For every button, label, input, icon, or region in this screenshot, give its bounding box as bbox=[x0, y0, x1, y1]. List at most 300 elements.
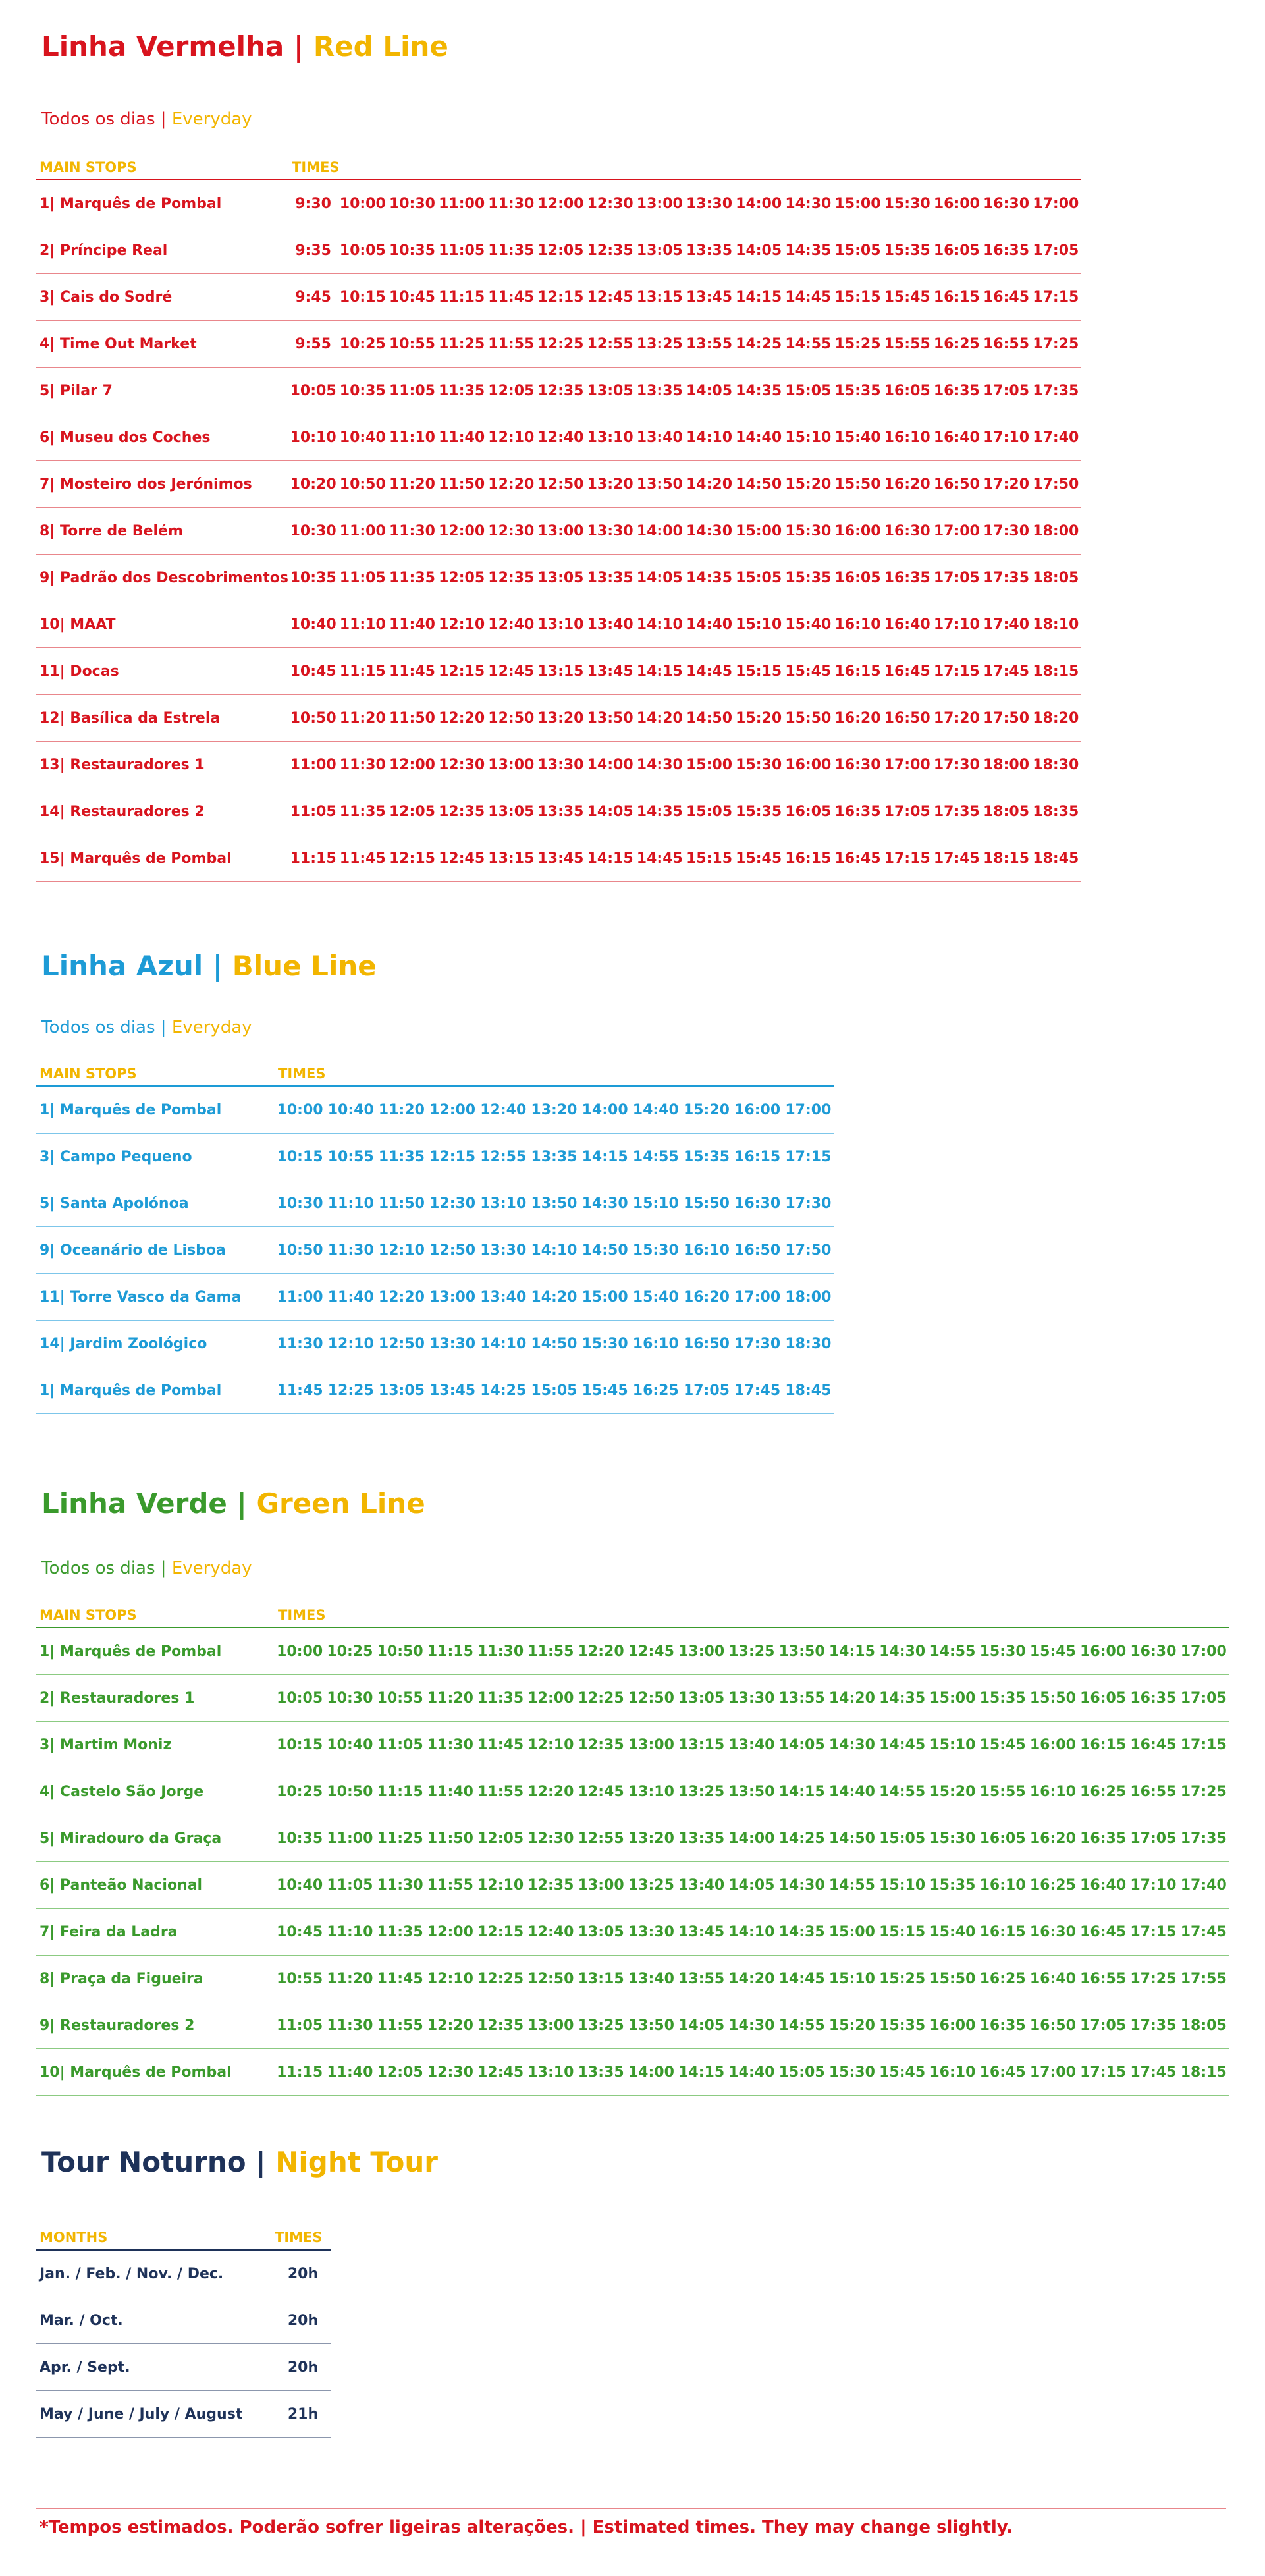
departure-time: 15:10 bbox=[929, 1736, 976, 1753]
departure-time: 14:30 bbox=[785, 195, 832, 212]
departure-time: 14:30 bbox=[686, 522, 732, 539]
departure-time: 13:20 bbox=[628, 1830, 674, 1847]
green-line-title-pt: Linha Verde bbox=[41, 1487, 227, 1520]
departure-time: 13:55 bbox=[778, 1689, 825, 1707]
departure-time: 15:45 bbox=[1029, 1643, 1076, 1660]
departure-time: 16:55 bbox=[983, 335, 1030, 352]
departure-time: 11:55 bbox=[488, 335, 535, 352]
departure-time: 10:45 bbox=[389, 288, 435, 306]
departure-time: 16:50 bbox=[884, 709, 930, 726]
departure-time: 12:30 bbox=[488, 522, 535, 539]
departure-time: 16:20 bbox=[1029, 1830, 1076, 1847]
departure-time: 15:35 bbox=[834, 382, 881, 399]
departure-time: 11:15 bbox=[377, 1783, 423, 1800]
table-row bbox=[36, 227, 1081, 274]
table-header-row bbox=[36, 2228, 331, 2250]
departure-time: 15:45 bbox=[879, 2064, 926, 2081]
departure-time: 12:00 bbox=[527, 1689, 574, 1707]
departure-time: 15:05 bbox=[686, 803, 732, 820]
table-row bbox=[36, 1815, 1229, 1862]
departure-time: 16:25 bbox=[1080, 1783, 1127, 1800]
departure-time: 17:50 bbox=[785, 1242, 832, 1259]
departure-time: 12:55 bbox=[587, 335, 633, 352]
departure-time: 11:55 bbox=[527, 1643, 574, 1660]
departure-time: 15:45 bbox=[736, 850, 782, 867]
departure-time: 17:00 bbox=[785, 1101, 832, 1118]
departure-time: 11:25 bbox=[439, 335, 485, 352]
departure-time: 14:10 bbox=[728, 1923, 775, 1940]
departure-time: 17:45 bbox=[1180, 1923, 1227, 1940]
departure-time: 14:25 bbox=[778, 1830, 825, 1847]
departure-time: 9:30 bbox=[295, 195, 331, 212]
departure-time: 12:45 bbox=[477, 2064, 524, 2081]
departure-time: 11:20 bbox=[389, 476, 435, 493]
departure-time: 15:00 bbox=[686, 756, 732, 773]
stop-name: 14| Jardim Zoológico bbox=[40, 1335, 207, 1352]
departure-time: 12:50 bbox=[628, 1689, 674, 1707]
departure-time: 12:45 bbox=[488, 663, 535, 680]
departure-time: 12:10 bbox=[488, 429, 535, 446]
departure-time: 12:10 bbox=[378, 1242, 425, 1259]
departure-time: 14:35 bbox=[636, 803, 683, 820]
departure-time: 10:50 bbox=[277, 1242, 323, 1259]
departure-time: 17:05 bbox=[983, 382, 1030, 399]
table-row bbox=[36, 835, 1081, 882]
departure-time: 11:00 bbox=[327, 1830, 373, 1847]
departure-time: 16:25 bbox=[979, 1970, 1026, 1987]
departure-time: 10:35 bbox=[277, 1830, 323, 1847]
stop-name: 2| Príncipe Real bbox=[40, 242, 168, 259]
departure-time: 13:35 bbox=[636, 382, 683, 399]
departure-time: 11:35 bbox=[439, 382, 485, 399]
stop-name: 10| Marquês de Pombal bbox=[40, 2064, 232, 2081]
departure-time: 17:45 bbox=[1130, 2064, 1177, 2081]
departure-time: 13:00 bbox=[537, 522, 584, 539]
departure-time: 15:00 bbox=[834, 195, 881, 212]
departure-time: 16:35 bbox=[834, 803, 881, 820]
departure-time: 12:40 bbox=[537, 429, 584, 446]
departure-time: 11:15 bbox=[427, 1643, 473, 1660]
departure-time: 16:35 bbox=[884, 569, 930, 586]
departure-time: 14:10 bbox=[480, 1335, 527, 1352]
departure-time: 13:45 bbox=[678, 1923, 725, 1940]
departure-time: 13:50 bbox=[778, 1643, 825, 1660]
table-row bbox=[36, 1628, 1229, 1675]
departure-time: 14:00 bbox=[628, 2064, 674, 2081]
departure-time: 11:20 bbox=[339, 709, 386, 726]
departure-time: 12:10 bbox=[477, 1877, 524, 1894]
table-row bbox=[36, 2344, 331, 2391]
departure-time: 12:40 bbox=[527, 1923, 574, 1940]
departure-time: 13:30 bbox=[686, 195, 732, 212]
departure-time: 10:20 bbox=[290, 476, 336, 493]
table-row bbox=[36, 2297, 331, 2344]
departure-time: 12:05 bbox=[537, 242, 584, 259]
departure-time: 12:30 bbox=[527, 1830, 574, 1847]
departure-time: 12:35 bbox=[477, 2017, 524, 2034]
departure-time: 14:40 bbox=[728, 2064, 775, 2081]
departure-time: 17:40 bbox=[983, 616, 1030, 633]
departure-time: 11:25 bbox=[377, 1830, 423, 1847]
night-tour-title-pt: Tour Noturno bbox=[41, 2146, 246, 2178]
departure-time: 14:05 bbox=[678, 2017, 725, 2034]
departure-time: 15:40 bbox=[632, 1288, 679, 1305]
departure-time: 15:10 bbox=[828, 1970, 875, 1987]
stop-name: 3| Cais do Sodré bbox=[40, 288, 173, 306]
departure-time: 11:50 bbox=[427, 1830, 473, 1847]
departure-time: 16:55 bbox=[1130, 1783, 1177, 1800]
departure-time: 11:45 bbox=[488, 288, 535, 306]
departure-time: 16:25 bbox=[1029, 1877, 1076, 1894]
departure-time: 11:30 bbox=[277, 1335, 323, 1352]
departure-time: 12:45 bbox=[628, 1643, 674, 1660]
table-row bbox=[36, 555, 1081, 601]
departure-time: 17:30 bbox=[983, 522, 1030, 539]
departure-time: 15:50 bbox=[683, 1195, 730, 1212]
departure-time: 17:05 bbox=[1180, 1689, 1227, 1707]
departure-time: 16:50 bbox=[1029, 2017, 1076, 2034]
departure-time: 9:35 bbox=[295, 242, 331, 259]
departure-time: 14:00 bbox=[587, 756, 633, 773]
departure-time: 13:00 bbox=[636, 195, 683, 212]
table-header-row bbox=[36, 1064, 834, 1086]
departure-time: 13:20 bbox=[531, 1101, 578, 1118]
main-stops-header: MAIN STOPS bbox=[40, 159, 137, 175]
departure-time: 11:35 bbox=[378, 1148, 425, 1165]
departure-time: 17:05 bbox=[1080, 2017, 1127, 2034]
stop-name: 6| Museu dos Coches bbox=[40, 429, 211, 446]
departure-time: 11:15 bbox=[339, 663, 386, 680]
departure-time: 15:10 bbox=[879, 1877, 926, 1894]
departure-time: 11:50 bbox=[378, 1195, 425, 1212]
departure-time: 13:00 bbox=[429, 1288, 476, 1305]
departure-time: 10:00 bbox=[339, 195, 386, 212]
departure-time: 17:30 bbox=[933, 756, 980, 773]
departure-time: 14:20 bbox=[686, 476, 732, 493]
departure-time: 17:55 bbox=[1180, 1970, 1227, 1987]
departure-time: 16:25 bbox=[632, 1382, 679, 1399]
departure-time: 12:10 bbox=[427, 1970, 473, 1987]
departure-time: 10:55 bbox=[327, 1148, 374, 1165]
departure-time: 10:50 bbox=[377, 1643, 423, 1660]
stop-name: 1| Marquês de Pombal bbox=[40, 1101, 222, 1118]
departure-time: 13:15 bbox=[578, 1970, 624, 1987]
main-stops-header: MAIN STOPS bbox=[40, 1607, 137, 1623]
departure-time: 11:20 bbox=[378, 1101, 425, 1118]
departure-time: 16:15 bbox=[834, 663, 881, 680]
departure-time: 11:05 bbox=[389, 382, 435, 399]
red-line-subtitle-en: Everyday bbox=[171, 109, 252, 129]
table-row bbox=[36, 742, 1081, 788]
departure-time: 18:20 bbox=[1033, 709, 1079, 726]
departure-time: 11:30 bbox=[477, 1643, 524, 1660]
departure-time: 10:30 bbox=[290, 522, 336, 539]
departure-time: 17:25 bbox=[1180, 1783, 1227, 1800]
departure-time: 16:45 bbox=[983, 288, 1030, 306]
departure-time: 11:05 bbox=[327, 1877, 373, 1894]
stop-name: 13| Restauradores 1 bbox=[40, 756, 205, 773]
footnote: *Tempos estimados. Poderão sofrer ligeiras alterações. | Estimated times. They may change slightly. bbox=[40, 2517, 1013, 2537]
departure-time: 11:30 bbox=[427, 1736, 473, 1753]
times-header: TIMES bbox=[292, 159, 340, 175]
departure-time: 17:20 bbox=[983, 476, 1030, 493]
departure-time: 14:00 bbox=[736, 195, 782, 212]
departure-time: 16:10 bbox=[1029, 1783, 1076, 1800]
departure-time: 17:35 bbox=[1130, 2017, 1177, 2034]
departure-time: 17:15 bbox=[933, 663, 980, 680]
departure-time: 13:20 bbox=[537, 709, 584, 726]
table-row bbox=[36, 1180, 834, 1227]
departure-time: 12:20 bbox=[488, 476, 535, 493]
departure-time: 16:40 bbox=[1080, 1877, 1127, 1894]
departure-time: 16:40 bbox=[1029, 1970, 1076, 1987]
departure-time: 15:30 bbox=[785, 522, 832, 539]
departure-time: 17:35 bbox=[1180, 1830, 1227, 1847]
departure-time: 14:45 bbox=[686, 663, 732, 680]
departure-time: 13:35 bbox=[578, 2064, 624, 2081]
departure-time: 14:30 bbox=[581, 1195, 628, 1212]
departure-time: 15:20 bbox=[736, 709, 782, 726]
departure-time: 13:10 bbox=[587, 429, 633, 446]
table-row bbox=[36, 1909, 1229, 1956]
departure-time: 10:35 bbox=[290, 569, 336, 586]
departure-time: 14:35 bbox=[686, 569, 732, 586]
departure-time: 10:25 bbox=[277, 1783, 323, 1800]
departure-time: 16:15 bbox=[734, 1148, 781, 1165]
table-row bbox=[36, 1134, 834, 1180]
departure-time: 12:55 bbox=[578, 1830, 624, 1847]
departure-time: 10:15 bbox=[277, 1148, 323, 1165]
departure-time: 17:05 bbox=[683, 1382, 730, 1399]
departure-time: 15:35 bbox=[785, 569, 832, 586]
green-line-title-en: Green Line bbox=[256, 1487, 425, 1520]
departure-time: 12:00 bbox=[427, 1923, 473, 1940]
table-row bbox=[36, 1367, 834, 1414]
departure-time: 10:15 bbox=[339, 288, 386, 306]
departure-time: 13:40 bbox=[728, 1736, 775, 1753]
departure-time: 12:00 bbox=[537, 195, 584, 212]
departure-time: 16:35 bbox=[1080, 1830, 1127, 1847]
departure-time: 17:10 bbox=[1130, 1877, 1177, 1894]
departure-time: 11:50 bbox=[389, 709, 435, 726]
main-stops-header: MAIN STOPS bbox=[40, 1066, 137, 1082]
departure-time: 13:45 bbox=[587, 663, 633, 680]
departure-time: 14:30 bbox=[879, 1643, 926, 1660]
departure-time: 12:50 bbox=[378, 1335, 425, 1352]
departure-time: 11:00 bbox=[277, 1288, 323, 1305]
departure-time: 12:20 bbox=[527, 1783, 574, 1800]
departure-time: 10:50 bbox=[290, 709, 336, 726]
departure-time: 11:30 bbox=[389, 522, 435, 539]
departure-time: 13:25 bbox=[636, 335, 683, 352]
departure-time: 10:50 bbox=[327, 1783, 373, 1800]
departure-time: 14:15 bbox=[636, 663, 683, 680]
departure-time: 16:20 bbox=[884, 476, 930, 493]
departure-time: 14:15 bbox=[828, 1643, 875, 1660]
departure-time: 12:30 bbox=[429, 1195, 476, 1212]
departure-time: 11:40 bbox=[327, 1288, 374, 1305]
departure-time: 11:20 bbox=[427, 1689, 473, 1707]
stop-name: 12| Basílica da Estrela bbox=[40, 709, 221, 726]
departure-time: 13:50 bbox=[531, 1195, 578, 1212]
blue-line-title bbox=[41, 950, 377, 982]
departure-time: 13:55 bbox=[678, 1970, 725, 1987]
departure-time: 12:15 bbox=[477, 1923, 524, 1940]
departure-time: 17:15 bbox=[1180, 1736, 1227, 1753]
stop-name: 1| Marquês de Pombal bbox=[40, 1643, 222, 1660]
departure-time: 16:05 bbox=[933, 242, 980, 259]
departure-time: 12:45 bbox=[578, 1783, 624, 1800]
table-row bbox=[36, 1321, 834, 1367]
months-cell: Apr. / Sept. bbox=[40, 2359, 130, 2376]
departure-time: 11:30 bbox=[377, 1877, 423, 1894]
departure-time: 13:10 bbox=[527, 2064, 574, 2081]
departure-time: 14:35 bbox=[785, 242, 832, 259]
stop-name: 1| Marquês de Pombal bbox=[40, 195, 222, 212]
departure-time: 13:40 bbox=[678, 1877, 725, 1894]
departure-time: 10:45 bbox=[277, 1923, 323, 1940]
departure-time: 15:50 bbox=[785, 709, 832, 726]
title-separator: | bbox=[256, 2146, 266, 2178]
table-row bbox=[36, 2049, 1229, 2096]
tour-time: 20h bbox=[287, 2265, 319, 2282]
departure-time: 15:40 bbox=[785, 616, 832, 633]
departure-time: 12:10 bbox=[439, 616, 485, 633]
departure-time: 18:35 bbox=[1033, 803, 1079, 820]
departure-time: 11:45 bbox=[377, 1970, 423, 1987]
departure-time: 11:40 bbox=[327, 2064, 373, 2081]
red-line-title-en: Red Line bbox=[313, 30, 448, 63]
departure-time: 17:10 bbox=[983, 429, 1030, 446]
departure-time: 14:50 bbox=[736, 476, 782, 493]
departure-time: 17:10 bbox=[933, 616, 980, 633]
departure-time: 16:20 bbox=[683, 1288, 730, 1305]
departure-time: 15:05 bbox=[778, 2064, 825, 2081]
departure-time: 16:00 bbox=[785, 756, 832, 773]
departure-time: 13:25 bbox=[678, 1783, 725, 1800]
departure-time: 17:40 bbox=[1033, 429, 1079, 446]
departure-time: 15:05 bbox=[879, 1830, 926, 1847]
departure-time: 15:10 bbox=[785, 429, 832, 446]
departure-time: 11:40 bbox=[389, 616, 435, 633]
departure-time: 17:20 bbox=[933, 709, 980, 726]
departure-time: 16:30 bbox=[834, 756, 881, 773]
departure-time: 12:05 bbox=[439, 569, 485, 586]
departure-time: 13:00 bbox=[628, 1736, 674, 1753]
departure-time: 12:50 bbox=[537, 476, 584, 493]
departure-time: 13:00 bbox=[527, 2017, 574, 2034]
departure-time: 17:45 bbox=[933, 850, 980, 867]
months-header: MONTHS bbox=[40, 2230, 108, 2245]
departure-time: 18:45 bbox=[1033, 850, 1079, 867]
departure-time: 12:35 bbox=[488, 569, 535, 586]
departure-time: 14:25 bbox=[480, 1382, 527, 1399]
departure-time: 14:30 bbox=[728, 2017, 775, 2034]
departure-time: 14:15 bbox=[587, 850, 633, 867]
blue-line-subtitle bbox=[41, 1018, 252, 1037]
departure-time: 13:20 bbox=[587, 476, 633, 493]
departure-time: 15:30 bbox=[884, 195, 930, 212]
months-cell: May / June / July / August bbox=[40, 2405, 243, 2423]
departure-time: 18:00 bbox=[983, 756, 1030, 773]
stop-name: 5| Miradouro da Graça bbox=[40, 1830, 222, 1847]
departure-time: 17:00 bbox=[933, 522, 980, 539]
departure-time: 14:15 bbox=[778, 1783, 825, 1800]
departure-time: 15:00 bbox=[581, 1288, 628, 1305]
departure-time: 18:05 bbox=[1033, 569, 1079, 586]
departure-time: 17:50 bbox=[1033, 476, 1079, 493]
departure-time: 16:05 bbox=[785, 803, 832, 820]
night-tour-timetable bbox=[36, 2228, 331, 2438]
departure-time: 14:40 bbox=[828, 1783, 875, 1800]
footnote-divider bbox=[36, 2508, 1226, 2509]
departure-time: 13:05 bbox=[678, 1689, 725, 1707]
departure-time: 14:20 bbox=[531, 1288, 578, 1305]
departure-time: 14:45 bbox=[879, 1736, 926, 1753]
stop-name: 9| Padrão dos Descobrimentos bbox=[40, 569, 289, 586]
departure-time: 13:05 bbox=[537, 569, 584, 586]
departure-time: 15:30 bbox=[736, 756, 782, 773]
departure-time: 17:05 bbox=[1033, 242, 1079, 259]
departure-time: 11:45 bbox=[389, 663, 435, 680]
departure-time: 17:40 bbox=[1180, 1877, 1227, 1894]
departure-time: 10:00 bbox=[277, 1643, 323, 1660]
departure-time: 13:15 bbox=[678, 1736, 725, 1753]
departure-time: 12:00 bbox=[429, 1101, 476, 1118]
departure-time: 14:55 bbox=[778, 2017, 825, 2034]
departure-time: 12:45 bbox=[587, 288, 633, 306]
departure-time: 17:15 bbox=[1130, 1923, 1177, 1940]
blue-line-title-pt: Linha Azul bbox=[41, 950, 203, 982]
departure-time: 18:30 bbox=[1033, 756, 1079, 773]
departure-time: 18:05 bbox=[983, 803, 1030, 820]
departure-time: 13:15 bbox=[488, 850, 535, 867]
table-row bbox=[36, 1956, 1229, 2002]
green-line-subtitle bbox=[41, 1558, 252, 1578]
departure-time: 11:00 bbox=[439, 195, 485, 212]
stop-name: 11| Docas bbox=[40, 663, 119, 680]
departure-time: 11:40 bbox=[439, 429, 485, 446]
departure-time: 10:30 bbox=[327, 1689, 373, 1707]
departure-time: 16:00 bbox=[1029, 1736, 1076, 1753]
departure-time: 14:55 bbox=[632, 1148, 679, 1165]
departure-time: 11:10 bbox=[389, 429, 435, 446]
departure-time: 14:05 bbox=[587, 803, 633, 820]
departure-time: 15:45 bbox=[785, 663, 832, 680]
months-cell: Mar. / Oct. bbox=[40, 2312, 123, 2329]
departure-time: 12:05 bbox=[377, 2064, 423, 2081]
departure-time: 12:35 bbox=[439, 803, 485, 820]
stop-name: 4| Castelo São Jorge bbox=[40, 1783, 204, 1800]
departure-time: 11:30 bbox=[327, 2017, 373, 2034]
times-header: TIMES bbox=[275, 2230, 323, 2245]
departure-time: 17:00 bbox=[1180, 1643, 1227, 1660]
departure-time: 11:10 bbox=[339, 616, 386, 633]
departure-time: 11:15 bbox=[277, 2064, 323, 2081]
departure-time: 15:00 bbox=[828, 1923, 875, 1940]
departure-time: 10:05 bbox=[290, 382, 336, 399]
table-row bbox=[36, 414, 1081, 461]
departure-time: 17:00 bbox=[734, 1288, 781, 1305]
table-header-row bbox=[36, 158, 1081, 180]
departure-time: 11:05 bbox=[277, 2017, 323, 2034]
departure-time: 13:40 bbox=[587, 616, 633, 633]
departure-time: 11:45 bbox=[277, 1382, 323, 1399]
table-row bbox=[36, 1675, 1229, 1722]
departure-time: 11:30 bbox=[488, 195, 535, 212]
departure-time: 17:00 bbox=[884, 756, 930, 773]
table-row bbox=[36, 2002, 1229, 2049]
